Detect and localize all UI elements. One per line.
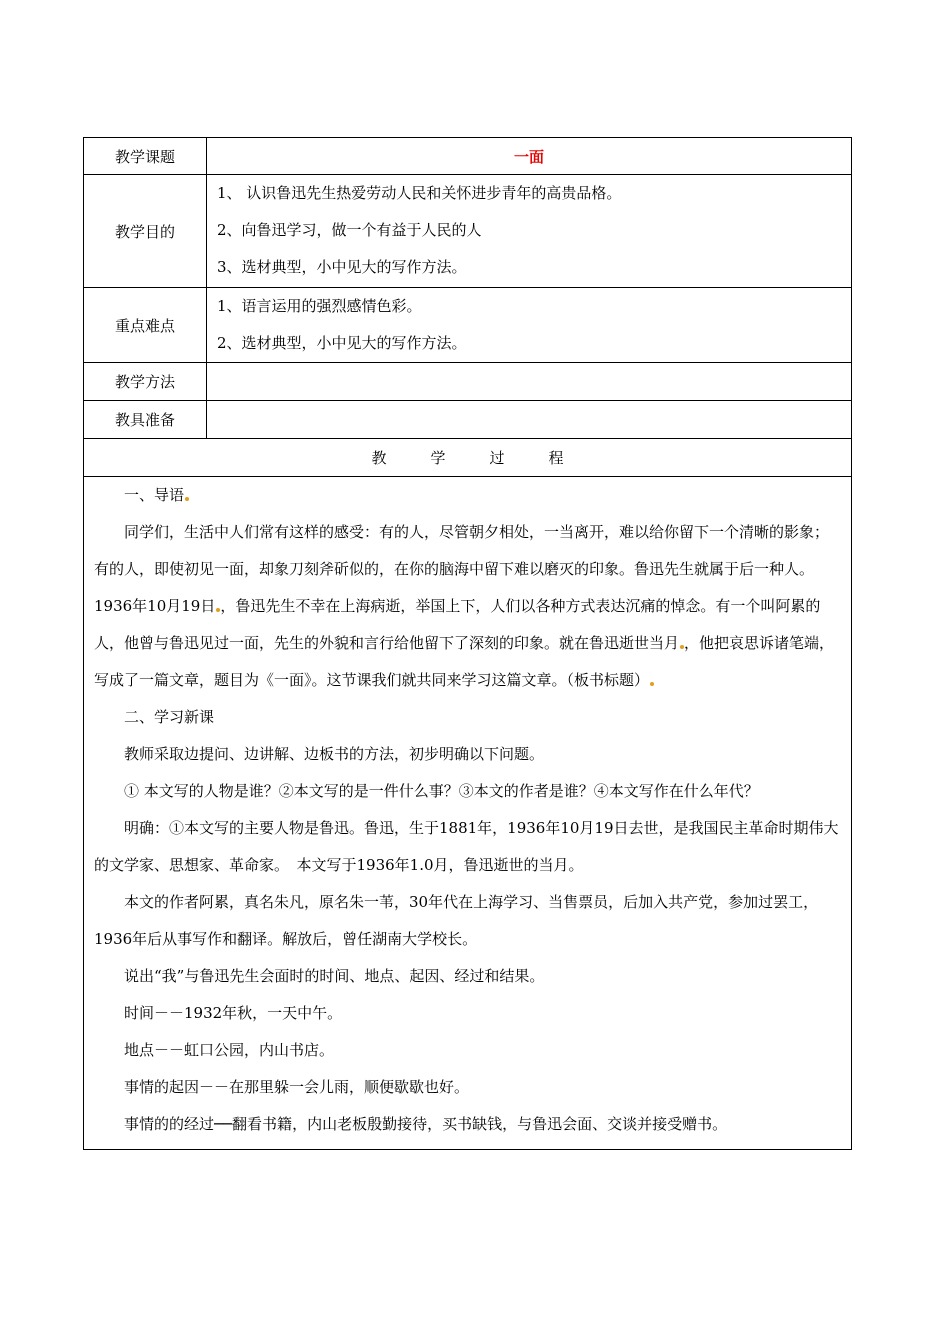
answer-paragraph: 明确：①本文写的主要人物是鲁迅。鲁迅，生于1881年，1936年10月19日去世，是我国民主革命时期伟大的文学家、思想家、革命家。 本文写于1936年1.0月，鲁迅逝世的当月。: [94, 819, 839, 874]
objective-item: 2、向鲁迅学习，做一个有益于人民的人: [217, 221, 482, 239]
section-heading: 二、学习新课: [124, 708, 215, 726]
process-header-char: 程: [548, 449, 564, 467]
process-body-row: [84, 477, 852, 1150]
topic-row: [84, 138, 852, 175]
methods-value: [207, 363, 852, 401]
process-body: [84, 477, 852, 1150]
process-header-char: 学: [430, 449, 446, 467]
topic-label: 教学课题: [84, 138, 207, 175]
section-heading: [94, 477, 841, 514]
lesson-plan-table: [83, 137, 852, 1150]
tools-label: 教具准备: [84, 401, 207, 439]
intro-text-3: ，他把哀思诉诸笔端，写成了一篇文章，题目为《一面》。这节课我们就共同来学习这篇文章。（板书标题）: [94, 634, 835, 689]
intro-text-1: 同学们，生活中人们常有这样的感受：有的人，尽管朝夕相处，一当离开，难以给你留下一个清晰的影象；有的人，即使初见一面，却象刀刻斧斫似的，在你的脑海中留下难以磨灭的印象。鲁迅先生就属于后一种人。1936年10月19日: [94, 523, 830, 615]
task-paragraph: 说出“我”与鲁迅先生会面时的时间、地点、起因、经过和结果。: [124, 967, 545, 985]
edit-mark: [185, 497, 189, 501]
key-points-label: 重点难点: [84, 288, 207, 363]
key-points-row: [84, 288, 852, 363]
process-header-row: [84, 439, 852, 477]
objective-item: 1、 认识鲁迅先生热爱劳动人民和关怀进步青年的高贵品格。: [217, 184, 622, 202]
methods-label: 教学方法: [84, 363, 207, 401]
edit-mark: [650, 682, 654, 686]
cause-paragraph: 事情的起因－－在那里躲一会儿雨，顺便歇歇也好。: [124, 1078, 470, 1096]
course-paragraph: 事情的的经过──翻看书籍，内山老板殷勤接待，买书缺钱，与鲁迅会面、交谈并接受赠书。: [124, 1115, 728, 1133]
tools-value: [207, 401, 852, 439]
tools-row: [84, 401, 852, 439]
intro-paragraph: [94, 514, 841, 699]
process-header-char: 教: [371, 449, 387, 467]
questions-paragraph: ① 本文写的人物是谁？②本文写的是一件什么事？③本文的作者是谁？④本文写作在什么年代？: [124, 782, 759, 800]
lesson-title: 一面: [207, 138, 852, 175]
key-point-item: 1、语言运用的强烈感情色彩。: [217, 297, 422, 315]
method-paragraph: 教师采取边提问、边讲解、边板书的方法，初步明确以下问题。: [124, 745, 545, 763]
time-paragraph: 时间－－1932年秋，一天中午。: [124, 1004, 343, 1022]
process-header: [84, 439, 852, 477]
objectives-label: 教学目的: [84, 175, 207, 288]
objectives-row: [84, 175, 852, 288]
objective-item: 3、选材典型，小中见大的写作方法。: [217, 258, 467, 276]
key-point-item: 2、选材典型，小中见大的写作方法。: [217, 334, 467, 352]
objectives-cell: [207, 175, 852, 288]
intro-heading: 一、导语: [124, 486, 185, 504]
key-points-cell: [207, 288, 852, 363]
methods-row: [84, 363, 852, 401]
author-paragraph: 本文的作者阿累，真名朱凡，原名朱一苇，30年代在上海学习、当售票员，后加入共产党，参加过罢工，1936年后从事写作和翻译。解放后，曾任湖南大学校长。: [94, 893, 819, 948]
process-header-char: 过: [489, 449, 505, 467]
intro-text-2: ，鲁迅先生不幸在上海病逝，举国上下，人们以各种方式表达沉痛的悼念。有一个叫阿累的人，他曾与鲁迅见过一面，先生的外貌和言行给他留下了深刻的印象。就在鲁迅逝世当月: [94, 597, 821, 652]
place-paragraph: 地点－－虹口公园，内山书店。: [124, 1041, 335, 1059]
